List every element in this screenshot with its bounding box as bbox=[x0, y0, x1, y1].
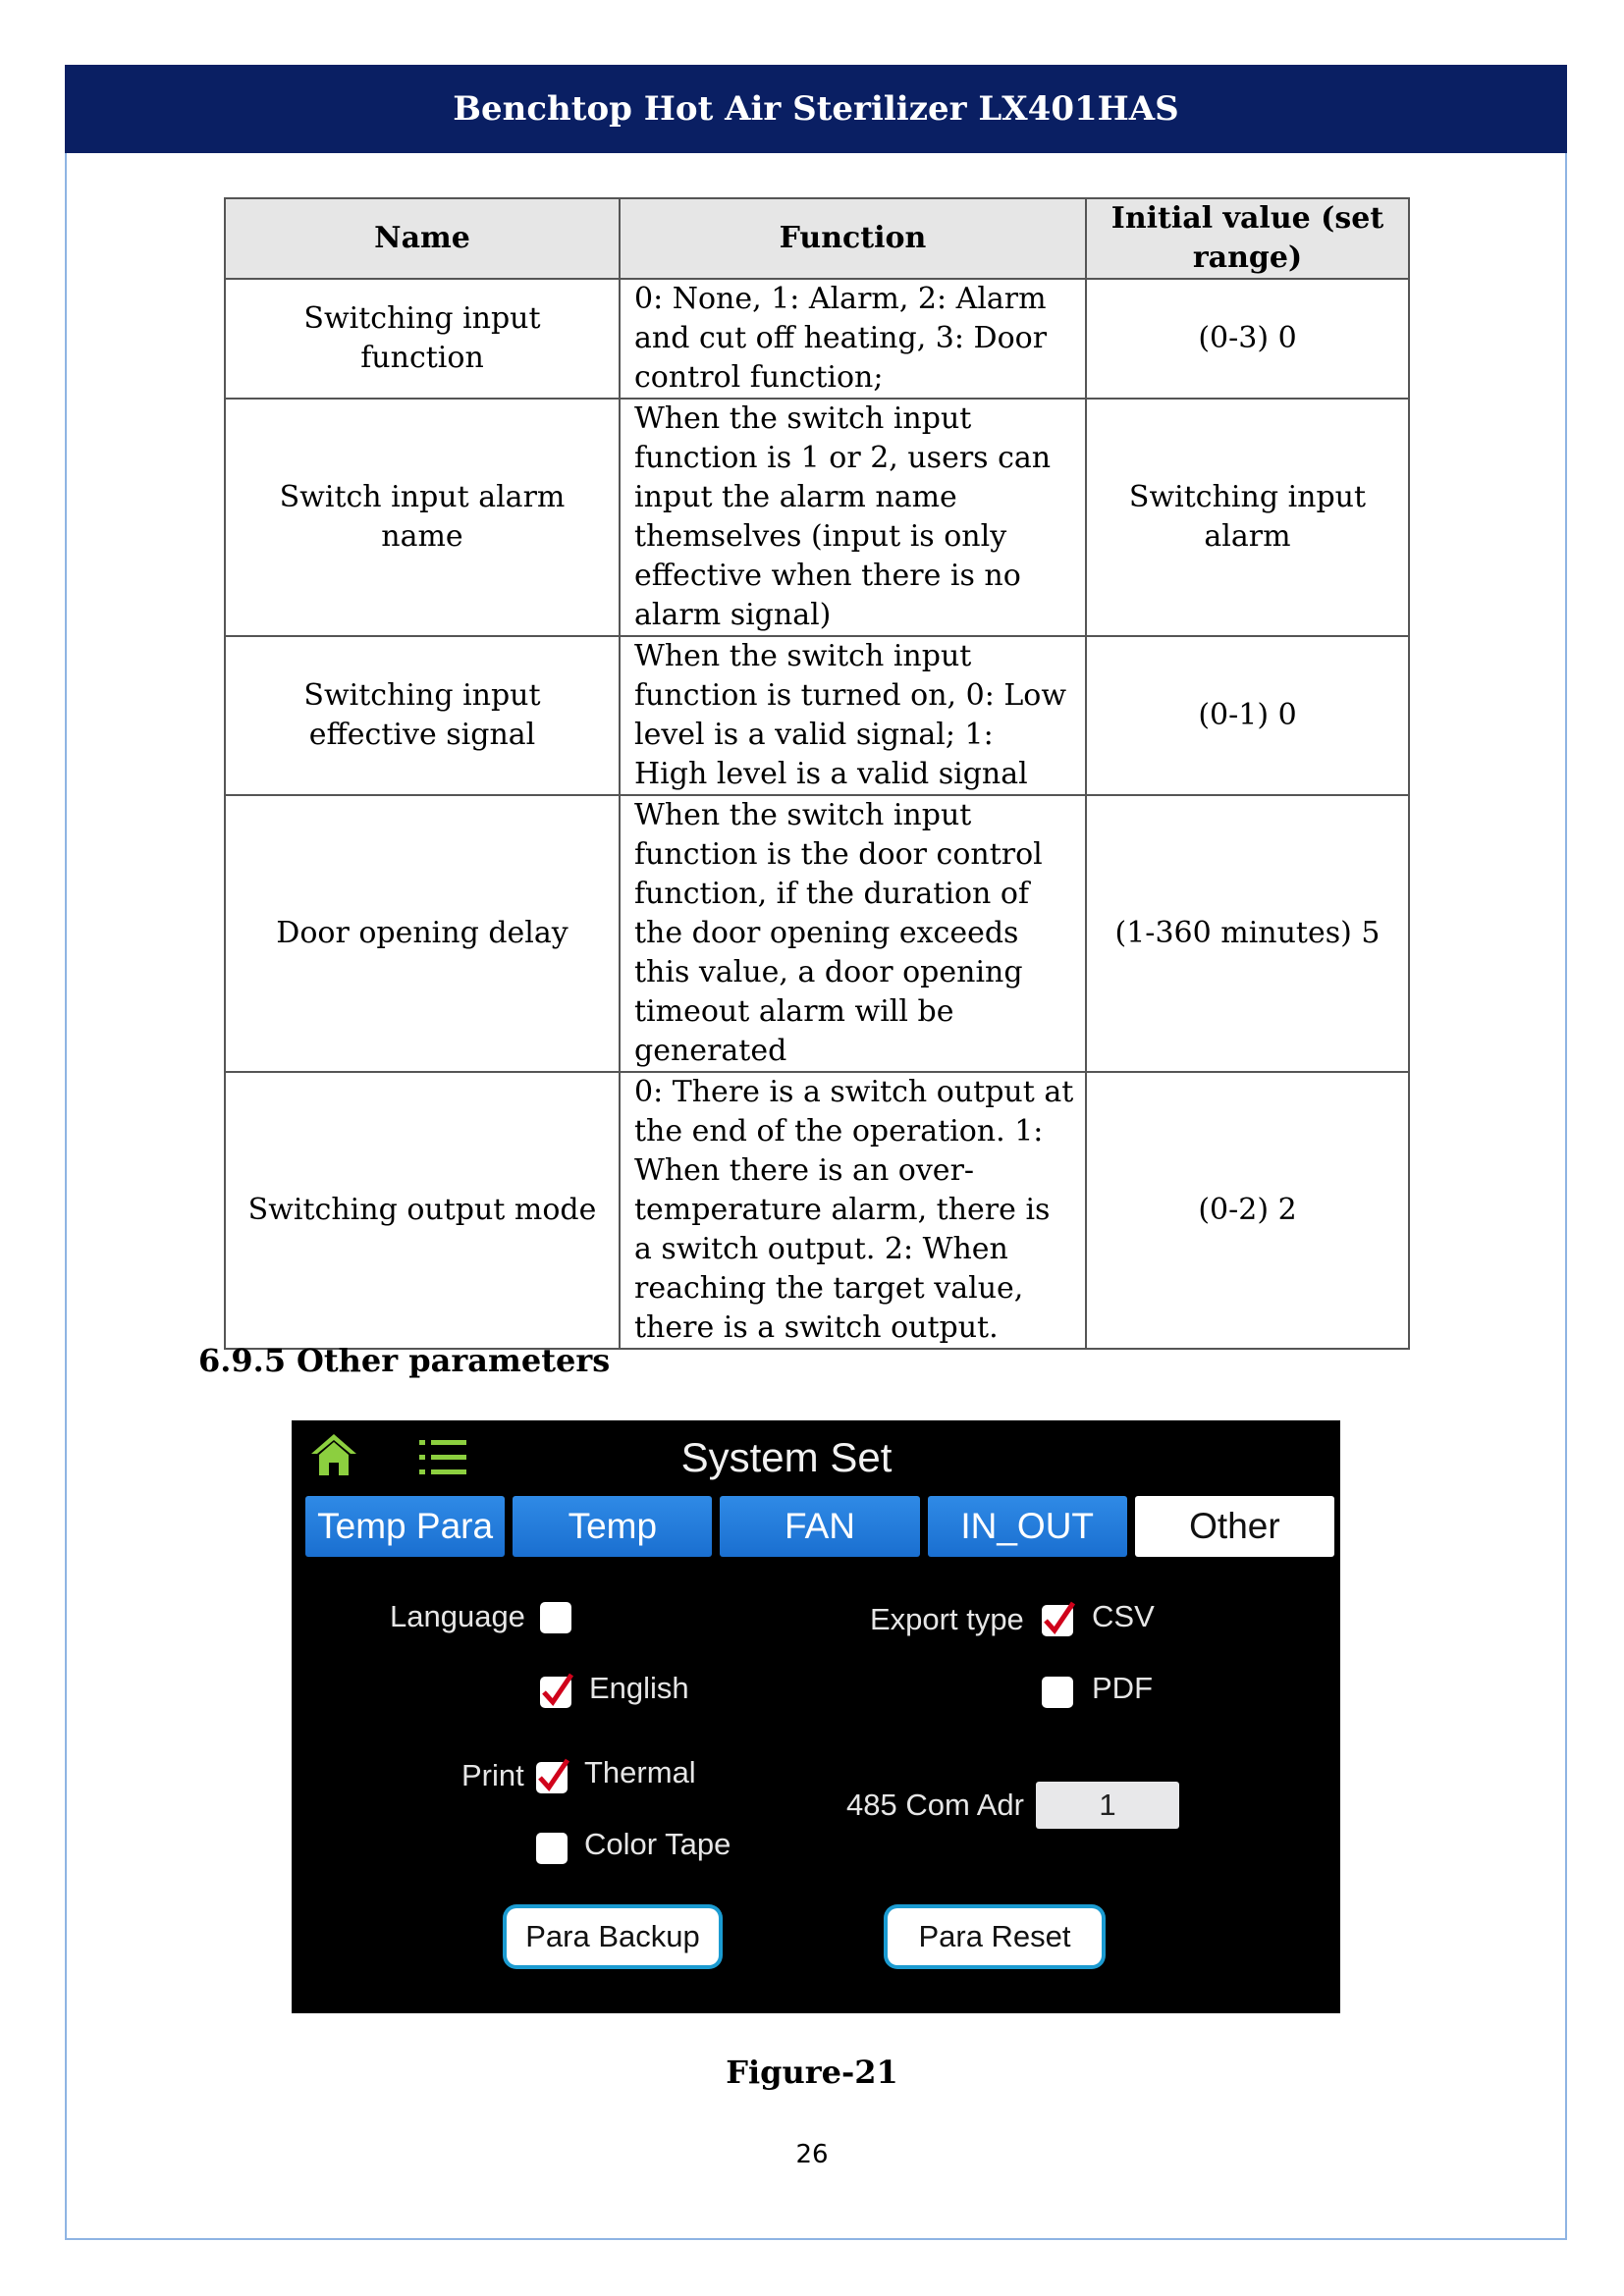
color-tape-checkbox[interactable] bbox=[536, 1833, 568, 1864]
com-adr-label: 485 Com Adr bbox=[846, 1788, 1024, 1822]
section-number: 6.9.5 bbox=[198, 1342, 287, 1379]
cell-initial: (1-360 minutes) 5 bbox=[1086, 795, 1409, 1072]
tab-temp[interactable]: Temp bbox=[513, 1496, 712, 1557]
com-adr-input[interactable]: 1 bbox=[1036, 1782, 1179, 1829]
print-label: Print bbox=[461, 1758, 524, 1792]
document-header bbox=[65, 65, 1567, 153]
export-type-label: Export type bbox=[870, 1602, 1024, 1636]
cell-function: When the switch input function is the door control function, if the duration of the door opening exceeds this value, a door opening timeout alarm will be generated bbox=[620, 795, 1086, 1072]
cell-initial: (0-2) 2 bbox=[1086, 1072, 1409, 1349]
page-number: 26 bbox=[795, 2140, 829, 2169]
english-label: English bbox=[589, 1671, 689, 1705]
language-checkbox[interactable] bbox=[540, 1602, 571, 1633]
english-checkbox[interactable] bbox=[540, 1677, 571, 1708]
section-title: Other parameters bbox=[297, 1342, 611, 1379]
cell-name: Switch input alarm name bbox=[225, 399, 620, 636]
cell-name: Switching output mode bbox=[225, 1072, 620, 1349]
cell-name: Switching input effective signal bbox=[225, 636, 620, 795]
cell-initial: (0-1) 0 bbox=[1086, 636, 1409, 795]
check-icon bbox=[1040, 1599, 1077, 1638]
language-label: Language bbox=[390, 1599, 525, 1633]
cell-name: Door opening delay bbox=[225, 795, 620, 1072]
pdf-label: PDF bbox=[1092, 1671, 1153, 1705]
csv-checkbox[interactable] bbox=[1042, 1605, 1073, 1636]
document-title: Benchtop Hot Air Sterilizer LX401HAS bbox=[453, 89, 1179, 129]
para-backup-button[interactable]: Para Backup bbox=[507, 1908, 719, 1965]
table-header-row bbox=[225, 198, 1409, 279]
tab-other[interactable]: Other bbox=[1135, 1496, 1334, 1557]
cell-name: Switching input function bbox=[225, 279, 620, 399]
cell-function: When the switch input function is 1 or 2, users can input the alarm name themselves (input is only effective when there is no alarm signal) bbox=[620, 399, 1086, 636]
table-row bbox=[225, 399, 1409, 636]
cell-function: 0: None, 1: Alarm, 2: Alarm and cut off heating, 3: Door control function; bbox=[620, 279, 1086, 399]
check-icon bbox=[538, 1671, 575, 1710]
column-header-function: Function bbox=[620, 198, 1086, 279]
cell-function: 0: There is a switch output at the end of the operation. 1: When there is an over-temperature alarm, there is a switch output. 2: When reaching the target value, there is a switch output. bbox=[620, 1072, 1086, 1349]
cell-initial: (0-3) 0 bbox=[1086, 279, 1409, 399]
para-reset-button[interactable]: Para Reset bbox=[888, 1908, 1102, 1965]
section-heading bbox=[198, 1342, 610, 1379]
thermal-label: Thermal bbox=[584, 1755, 696, 1789]
cell-initial: Switching input alarm bbox=[1086, 399, 1409, 636]
parameters-table bbox=[224, 197, 1410, 1350]
column-header-initial: Initial value (set range) bbox=[1086, 198, 1409, 279]
check-icon bbox=[534, 1756, 571, 1795]
system-set-screenshot bbox=[292, 1420, 1340, 2013]
table-row bbox=[225, 279, 1409, 399]
column-header-name: Name bbox=[225, 198, 620, 279]
csv-label: CSV bbox=[1092, 1599, 1155, 1633]
pdf-checkbox[interactable] bbox=[1042, 1677, 1073, 1708]
screen-title: System Set bbox=[680, 1434, 893, 1480]
tab-in-out[interactable]: IN_OUT bbox=[928, 1496, 1127, 1557]
table-row bbox=[225, 636, 1409, 795]
table-row bbox=[225, 1072, 1409, 1349]
figure-caption: Figure-21 bbox=[726, 2054, 898, 2091]
table-row bbox=[225, 795, 1409, 1072]
color-tape-label: Color Tape bbox=[584, 1827, 731, 1861]
tab-fan[interactable]: FAN bbox=[720, 1496, 919, 1557]
tab-bar bbox=[305, 1496, 1334, 1557]
cell-function: When the switch input function is turned on, 0: Low level is a valid signal; 1: High level is a valid signal bbox=[620, 636, 1086, 795]
thermal-checkbox[interactable] bbox=[536, 1762, 568, 1793]
tab-temp-para[interactable]: Temp Para bbox=[305, 1496, 505, 1557]
